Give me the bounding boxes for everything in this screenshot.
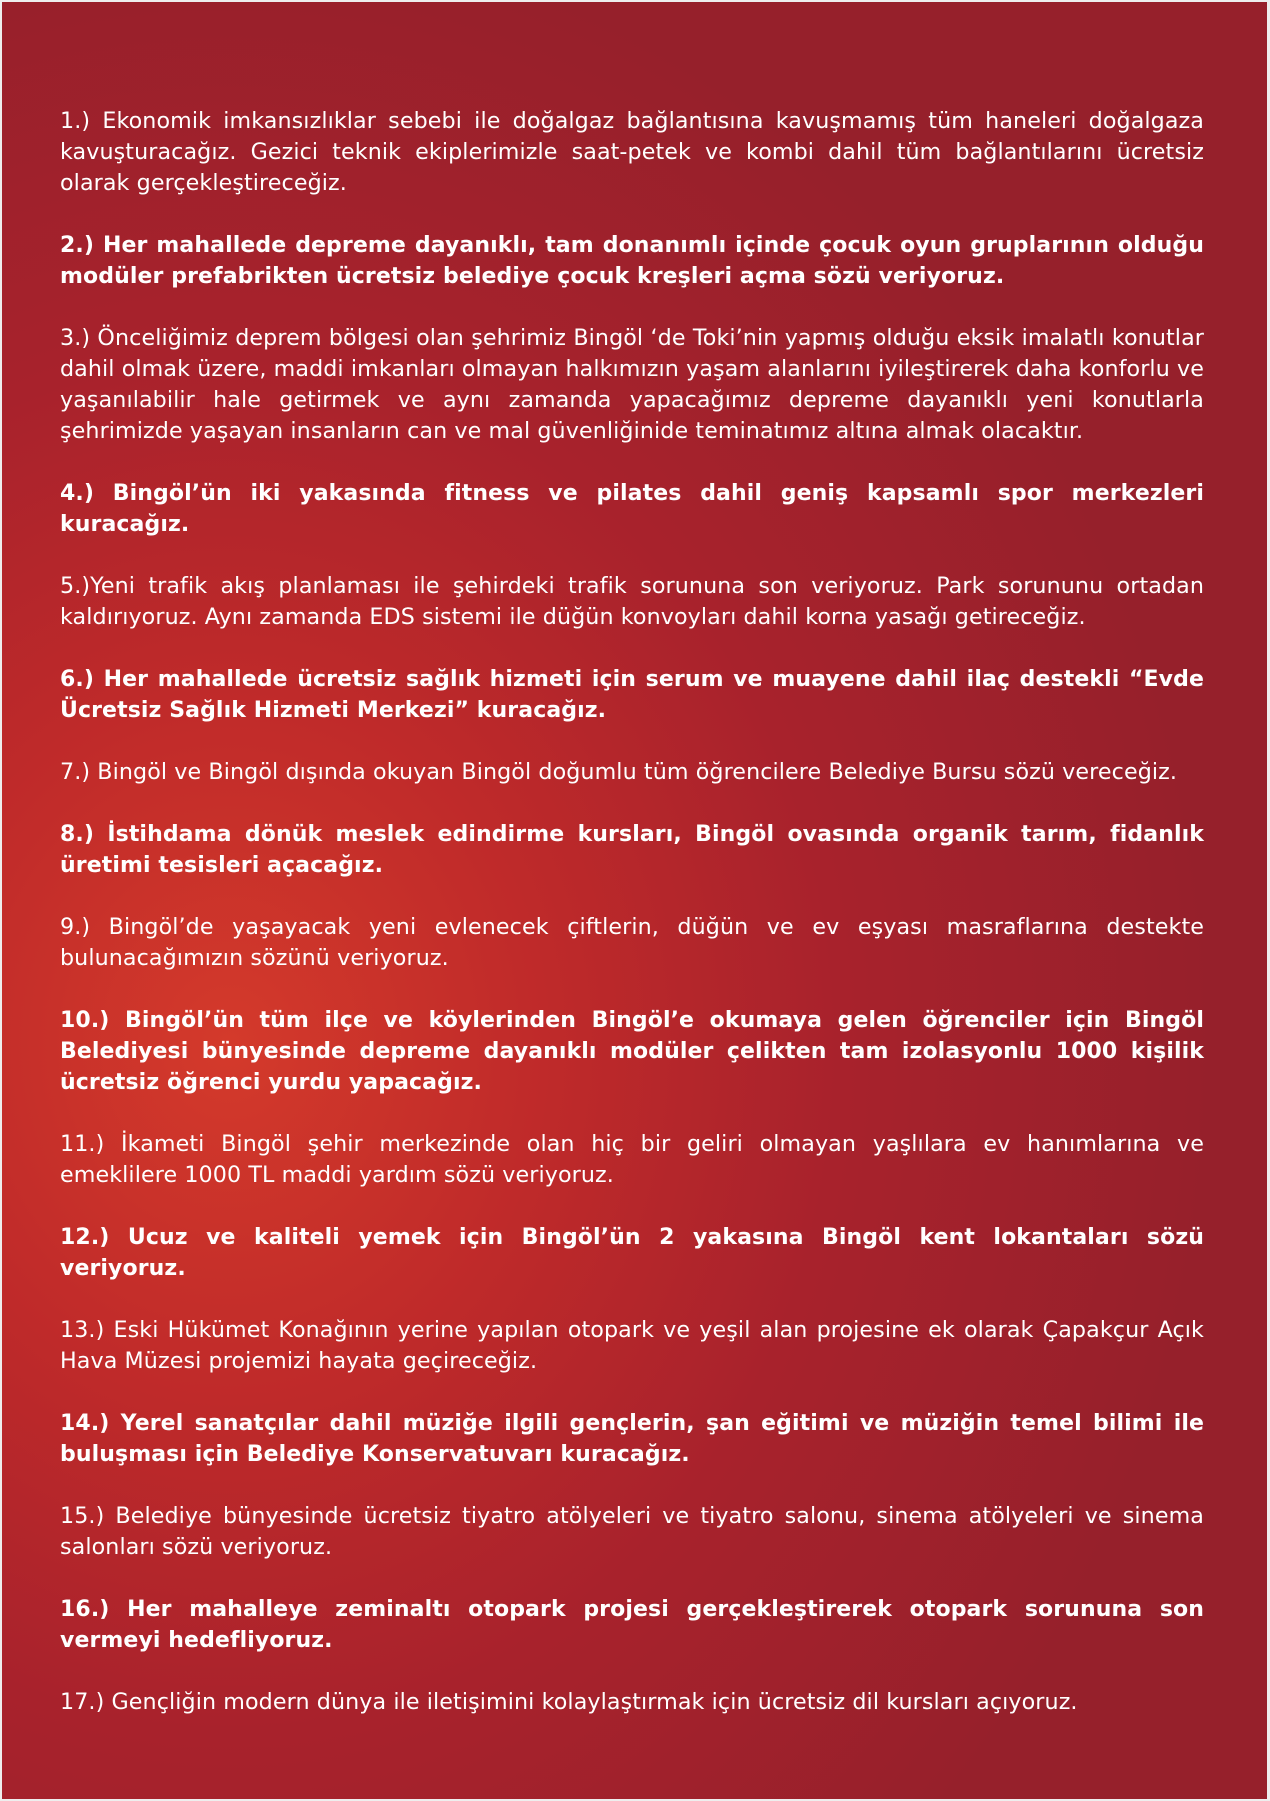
promise-item-4: 4.) Bingöl’ün iki yakasında fitness ve pilates dahil geniş kapsamlı spor merkezleri kuracağız. [60,481,1204,537]
promise-list [60,106,1204,1749]
promise-item-1: 1.) Ekonomik imkansızlıklar sebebi ile doğalgaz bağlantısına kavuşmamış tüm haneleri doğalgaza kavuşturacağız. Gezici teknik ekiplerimizle saat-petek ve kombi dahil tüm bağlantılarını ücretsiz olarak gerçekleştireceğiz. [60,108,1204,196]
document-page [2,2,1267,1799]
promise-item-6: 6.) Her mahallede ücretsiz sağlık hizmeti için serum ve muayene dahil ilaç destekli “Evde Ücretsiz Sağlık Hizmeti Merkezi” kuracağız. [60,667,1204,723]
promise-item-7: 7.) Bingöl ve Bingöl dışında okuyan Bingöl doğumlu tüm öğrencilere Belediye Bursu sözü vereceğiz. [60,759,1178,785]
promise-item-10: 10.) Bingöl’ün tüm ilçe ve köylerinden Bingöl’e okumaya gelen öğrenciler için Bingöl Belediyesi bünyesinde depreme dayanıklı modüler çelikten tam izolasyonlu 1000 kişilik ücretsiz öğrenci yurdu yapacağız. [60,1008,1204,1095]
promise-item-8: 8.) İstihdama dönük meslek edindirme kursları, Bingöl ovasında organik tarım, fidanlık üretimi tesisleri açacağız. [60,822,1204,878]
promise-item-13: 13.) Eski Hükümet Konağının yerine yapılan otopark ve yeşil alan projesine ek olarak Çapakçur Açık Hava Müzesi projemizi hayata geçireceğiz. [60,1317,1204,1374]
promise-item-5: 5.)Yeni trafik akış planlaması ile şehirdeki trafik sorununa son veriyoruz. Park sorununu ortadan kaldırıyoruz. Aynı zamanda EDS sistemi ile düğün konvoyları dahil korna yasağı getireceğiz. [60,573,1204,630]
promise-item-16: 16.) Her mahalleye zeminaltı otopark projesi gerçekleştirerek otopark sorununa son vermeyi hedefliyoruz. [60,1597,1204,1653]
promise-item-17: 17.) Gençliğin modern dünya ile iletişimini kolaylaştırmak için ücretsiz dil kursları açıyoruz. [60,1689,1078,1715]
promise-item-9: 9.) Bingöl’de yaşayacak yeni evlenecek çiftlerin, düğün ve ev eşyası masraflarına destekte bulunacağımızın sözünü veriyoruz. [60,914,1204,971]
promise-item-3: 3.) Önceliğimiz deprem bölgesi olan şehrimiz Bingöl ‘de Toki’nin yapmış olduğu eksik imalatlı konutlar dahil olmak üzere, maddi imkanları olmayan halkımızın yaşam alanlarını iyileştirerek daha konforlu ve yaşanılabilir hale getirmek ve aynı zamanda yapacağımız depreme dayanıklı yeni konutlarla şehrimizde yaşayan insanların can ve mal güvenliğinide teminatımız altına almak olacaktır. [60,325,1204,444]
promise-item-15: 15.) Belediye bünyesinde ücretsiz tiyatro atölyeleri ve tiyatro salonu, sinema atölyeleri ve sinema salonları sözü veriyoruz. [60,1503,1204,1560]
promise-item-2: 2.) Her mahallede depreme dayanıklı, tam donanımlı içinde çocuk oyun gruplarının olduğu modüler prefabrikten ücretsiz belediye çocuk kreşleri açma sözü veriyoruz. [60,233,1204,289]
promise-item-14: 14.) Yerel sanatçılar dahil müziğe ilgili gençlerin, şan eğitimi ve müziğin temel bilimi ile buluşması için Belediye Konservatuvarı kuracağız. [60,1411,1204,1467]
promise-item-12: 12.) Ucuz ve kaliteli yemek için Bingöl’ün 2 yakasına Bingöl kent lokantaları sözü veriyoruz. [60,1225,1204,1281]
promise-item-11: 11.) İkameti Bingöl şehir merkezinde olan hiç bir geliri olmayan yaşlılara ev hanımlarına ve emeklilere 1000 TL maddi yardım sözü veriyoruz. [60,1131,1204,1188]
